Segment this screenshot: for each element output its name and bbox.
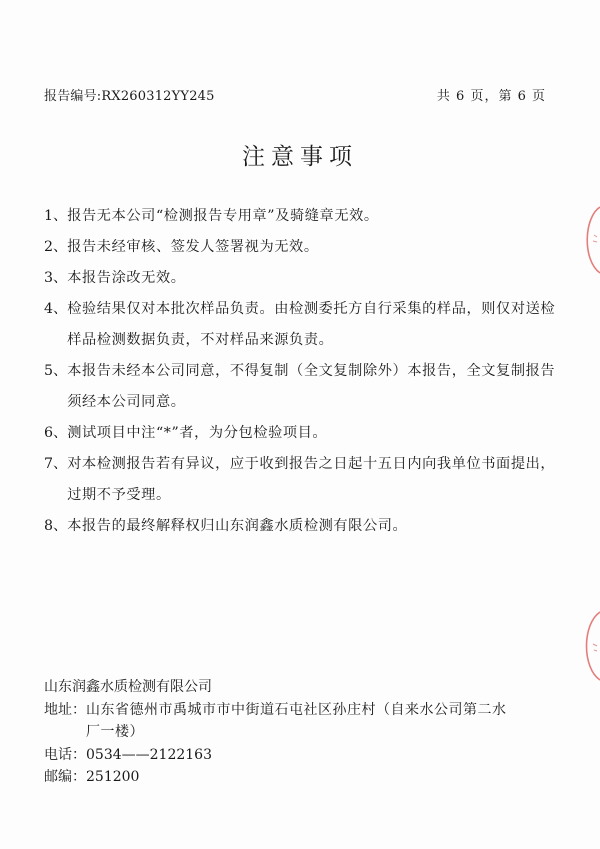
notice-text: 检验结果仅对本批次样品负责。由检测委托方自行采集的样品，则仅对送检样品检测数据负责，不对样品来源负责。: [67, 301, 556, 348]
notice-text: 对本检测报告若有异议，应于收到报告之日起十五日内向我单位书面提出，过期不予受理。: [67, 456, 556, 503]
notice-text: 测试项目中注“*”者，为分包检验项目。: [67, 425, 328, 441]
company-postcode: 邮编：251200: [44, 769, 140, 785]
notice-number: 8、: [44, 518, 68, 534]
notice-number: 2、: [44, 239, 68, 255]
notice-item: [44, 356, 564, 418]
report-number: 报告编号:RX260312YY245: [44, 89, 215, 104]
notice-text: 报告未经审核、签发人签署视为无效。: [67, 239, 319, 255]
company-phone: 电话：0534——2122163: [44, 746, 212, 763]
notice-item: [44, 232, 564, 263]
notice-list: [44, 201, 564, 542]
notice-item: [44, 263, 564, 294]
company-info: [44, 676, 514, 789]
notice-number: 6、: [44, 425, 68, 441]
address-value: 山东省德州市禹城市市中街道石屯社区孙庄村（自来水公司第二水厂一楼）: [86, 701, 507, 740]
address-label: 地址：: [44, 701, 86, 718]
notice-item: [44, 418, 564, 449]
notice-text: 本报告的最终解释权归山东润鑫水质检测有限公司。: [67, 518, 408, 534]
company-address: [44, 699, 514, 744]
page-indicator: 共 6 页，第 6 页: [436, 89, 546, 104]
notice-text: 报告无本公司“检测报告专用章”及骑缝章无效。: [67, 208, 379, 224]
notice-number: 3、: [44, 270, 68, 286]
notice-text: 本报告涂改无效。: [67, 270, 186, 286]
notice-number: 4、: [44, 301, 68, 317]
seam-seal-mark-top: [572, 205, 600, 275]
notice-number: 5、: [44, 363, 68, 379]
company-name: 山东润鑫水质检测有限公司: [44, 679, 212, 695]
notice-item: [44, 449, 564, 511]
notice-item: [44, 201, 564, 232]
notice-number: 1、: [44, 208, 68, 224]
notice-item: [44, 511, 564, 542]
notice-number: 7、: [44, 456, 68, 472]
notice-item: [44, 294, 564, 356]
notice-text: 本报告未经本公司同意，不得复制（全文复制除外）本报告，全文复制报告须经本公司同意。: [67, 363, 556, 410]
seam-seal-mark-bottom: [572, 610, 600, 682]
page-title: 注意事项: [242, 144, 358, 170]
